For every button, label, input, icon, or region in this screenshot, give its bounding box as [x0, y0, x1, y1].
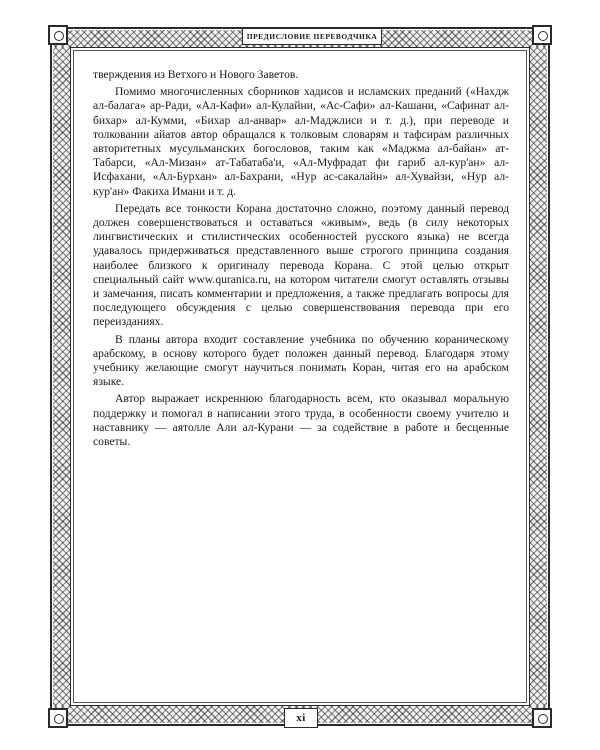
corner-ornament-icon [48, 708, 68, 728]
page-number: xi [284, 708, 318, 728]
corner-ornament-icon [48, 25, 68, 45]
corner-ornament-icon [532, 708, 552, 728]
corner-ornament-icon [532, 25, 552, 45]
paragraph: Передать все тонкости Корана достаточно сложно, поэтому данный перевод должен совершенствоваться и оставаться «живым», ведь (в силу некоторых лингвистических и стилистических особенностей русского языка) не всегда удавалось придерживаться представленного выше строгого принципа создания наиболее близкого к оригиналу перевода Корана. С этой целью открыт специальный сайт www.quranica.ru, на котором читатели смогут оставлять отзывы и замечания, писать комментарии и предложения, а также предлагать вопросы для последующего обсуждения с целью совершенствования перевода при его переизданиях. [93, 201, 509, 329]
paragraph: Помимо многочисленных сборников хадисов и исламских преданий («Нахдж ал-балага» ар-Ради, «Ал-Кафи» ал-Кулайни, «Ас-Сафи» ал-Кашани, «Сафинат ал-бихар» ал-Кумми, «Бихар ал-анвар» ал-Маджлиси и т. д.), при переводе и толковании айатов автор обращался к толковым словарям и тафсирам различных авторитетных мусульманских богословов, таким как «Маджма ал-байан» ат-Табарси, «Ал-Мизан» ат-Табатаба'и, «Ал-Муфрадат фи гариб ал-кур'ан» ал-Исфахани, «Ал-Бурхан» ал-Бахрани, «Нур ас-сакалайн» ал-Хувайзи, «Нур ал-кур'ан» Факиха Имани и т. д. [93, 85, 509, 198]
body-text [93, 68, 509, 452]
paragraph: Автор выражает искреннюю благодарность всем, кто оказывал моральную поддержку и помогал в написании этого труда, в особенности своему учителю и наставнику — аятолле Али ал-Курани — за содействие в работе и бесценные советы. [93, 392, 509, 449]
running-title: ПРЕДИСЛОВИЕ ПЕРЕВОДЧИКА [242, 28, 382, 45]
paragraph: В планы автора входит составление учебника по обучению кораническому арабскому, в основу которого будет положен данный перевод. Благодаря этому учебнику желающие смогут научиться понимать Коран, читая его на арабском языке. [93, 332, 509, 389]
paragraph: тверждения из Ветхого и Нового Заветов. [93, 68, 299, 81]
